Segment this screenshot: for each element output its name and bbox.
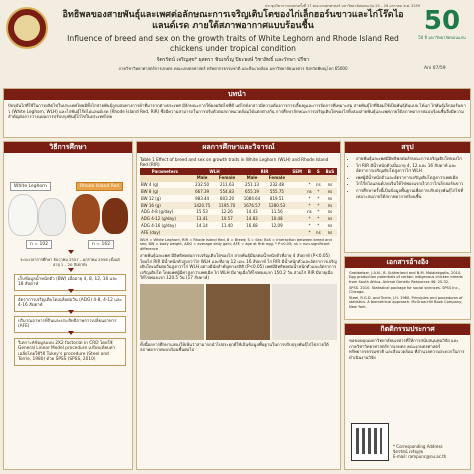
title-english: Influence of breed and sex on the growth traits of White Leghorn and Rhode Island Red chickens under tropical condition — [67, 34, 399, 53]
table-cell: * — [314, 202, 323, 209]
contact-block — [393, 444, 469, 459]
study-period: ระยะเวลาการศึกษา ธันวาคม 2557 – มกราคม 2558 (ตั้งแต่อายุ 1 – 20 สัปดาห์) — [20, 257, 120, 267]
table-subheader-row — [140, 175, 337, 182]
anniversary-text: 50 ปี มหาวิทยาลัยขอนแก่น — [418, 35, 466, 40]
table-cell: ADG 4-16 (g/day) — [140, 222, 190, 229]
table-cell — [264, 229, 289, 236]
table-cell: 232.50 — [190, 182, 215, 189]
methods-heading: วิธีการศึกษา — [4, 142, 132, 153]
table-cell: ns — [305, 188, 314, 195]
table-cell: 15.53 — [190, 209, 215, 216]
red-rooster-image — [102, 198, 128, 234]
table-row — [140, 195, 337, 202]
breed-label-rir: Rhode Island Red — [76, 182, 123, 191]
table-cell — [190, 229, 215, 236]
results-table — [140, 168, 337, 236]
empty-cell — [289, 175, 305, 182]
methods-section — [3, 141, 133, 470]
table-cell: 251.13 — [240, 182, 265, 189]
method-step-afe: ปริมาณอาหารที่กินและประสิทธิภาพการเปลี่ยนอาหาร (AFE) — [14, 316, 126, 333]
table-cell — [289, 209, 305, 216]
authors: จิตรรัตน์ เจริญสุข* ผุสตรา ชินเขร็ญ ปิยะพงษ์ วิชาสิทธิ์ และรักษา ปรีชา — [156, 57, 310, 63]
table-cell — [289, 229, 305, 236]
table-cell: 555.75 — [264, 188, 289, 195]
table-cell — [289, 222, 305, 229]
empty-cell — [305, 175, 314, 182]
table-cell: * — [314, 209, 323, 216]
qr-pattern-icon — [356, 428, 382, 454]
statistical-analysis: วิเคราะห์ข้อมูลแบบ 2X2 factorial in CRD โดยใช้ General Linear Model procedure เปรียบเทียบค่าเฉลี่ยโดยใช้วิธี Tukey's procedure (Steel and Torrie, 1980) ด้วย SPSS (SPSS, 2010) — [14, 338, 126, 366]
anniversary-logo — [418, 8, 466, 48]
table-cell: ns — [323, 222, 337, 229]
seal-emblem-icon — [14, 15, 40, 41]
contact-label: * Corresponding Address — [393, 444, 443, 449]
table-cell: * — [314, 215, 323, 222]
table-header-row — [140, 168, 337, 175]
reference-item: Grobbelaar, J.A.N., B. Sutherland and N.M. Molalakgotla. 2010. Egg production potentials of certain indigenous chicken breeds from South Africa. Animal Genetic Resources 46: 25-32. — [349, 271, 463, 284]
table-cell — [289, 182, 305, 189]
results-tail-text: ทั้งนี้ผลการศึกษาแสดงให้เห็นว่าสามารถนำไปประยุกต์ใช้เป็นข้อมูลพื้นฐานในการปรับปรุงพันธุ์ไก่ไข่ภายใต้สภาพอากาศแบบร้อนชื้นต่อไป — [140, 342, 329, 353]
table-cell: 1280.53 — [264, 202, 289, 209]
table-row — [140, 182, 337, 189]
introduction-heading: บทนำ — [4, 89, 470, 100]
arrow-down-icon — [68, 268, 74, 272]
results-table-body — [140, 182, 337, 236]
col-interaction: BxS — [323, 168, 337, 175]
introduction-text: ปัจจุบันไก่ที่ใช้ในการผลิตไข่ในประเทศไทยมีทั้งไก่สายพันธุ์ลูกผสมทางการค้าที่มาจากต่างประเทศ มีลักษณะการให้ผลผลิตไข่ที่ดี แต่ไก่ดังกล่าวมีความต้องการการเลี้ยงดูและการจัดการที่เหมาะสม สายพันธุ์ไก่ที่นิยมใช้เป็นพันธุ์ต้นแบบ ได้แก่ ไก่พันธุ์เล็กฮอร์นขาว (White Leghorn, WLH) และไก่พันธุ์โร๊ดไอแลนด์เรด (Rhode Island Red, RIR) ซึ่งมีความสามารถในการปรับตัวต่อสภาพแวดล้อมได้แตกต่างกัน การศึกษาลักษณะการเจริญเติบโตของไก่ทั้งสองสายพันธุ์และเพศภายใต้สภาพอากาศแบบร้อนชื้นจึงมีความสำคัญต่อการวางแผนการปรับปรุงพันธุ์ไก่ไข่ในประเทศไทย — [8, 103, 466, 120]
col-parameters: Parameters — [140, 168, 190, 175]
table-cell: 13.41 — [190, 215, 215, 222]
results-section — [136, 141, 341, 470]
table-cell: 12.26 — [215, 209, 240, 216]
table-cell: 12.09 — [264, 222, 289, 229]
col-wlh: WLH — [190, 168, 240, 175]
arrow-down-icon — [68, 310, 74, 314]
poster-code: Ani 07/59 — [424, 66, 446, 71]
table-cell: BW 4 (g) — [140, 182, 190, 189]
results-body — [137, 153, 340, 355]
title-thai: อิทธิพลของสายพันธุ์และเพศต่อลักษณะการเจริญเติบโตของไก่เล็กฮอร์นขาวและไก่โร๊ดไอแลนด์เรด ภายใต้สภาพอากาศแบบร้อนชื้น — [62, 10, 404, 31]
table-row — [140, 188, 337, 195]
table-cell: 11.40 — [215, 222, 240, 229]
table-cell — [289, 215, 305, 222]
conclusion-section — [344, 141, 471, 253]
table-cell: ns — [323, 182, 337, 189]
poster-header — [58, 10, 408, 72]
red-hen-image — [72, 194, 100, 234]
table-cell — [289, 195, 305, 202]
table-cell — [240, 229, 265, 236]
table-cell: 211.63 — [215, 182, 240, 189]
table-caption: Table 1 Effect of breed and sex on growth traits in White Leghorn (WLH) and Rhode Island Red (RIR) — [140, 157, 329, 167]
introduction-section — [3, 88, 471, 138]
table-cell: ns — [305, 209, 314, 216]
sample-size-rir: n = 162 — [88, 240, 114, 249]
col-rir-male: Male — [240, 175, 265, 182]
table-cell: BW 16 (g) — [140, 202, 190, 209]
table-row — [140, 215, 337, 222]
table-cell: * — [314, 188, 323, 195]
table-cell — [289, 202, 305, 209]
table-cell: 1084.64 — [240, 195, 265, 202]
table-row — [140, 222, 337, 229]
reference-item: Steel, R.G.D. and Torrie, J.H. 1980. Principles and procedures of statistics. A biometrical approach. McGraw-Hill Book Company, New York. — [349, 296, 463, 309]
table-cell: 655.19 — [240, 188, 265, 195]
table-cell: BW 12 (g) — [140, 195, 190, 202]
results-discussion: สายพันธุ์และเพศ มีอิทธิพลต่อการเจริญเติบโตของไก่ สายพันธุ์มีผลต่อน้ำหนักตัวที่อายุ 4 สัปดาห์ (P<0.05) โดยไก่ RIR มีน้ำหนักตัวสูงกว่าไก่ WLH และที่อายุ 12 และ 16 สัปดาห์ ไก่ RIR มีน้ำหนักตัวและอัตราการเจริญเติบโตเฉลี่ยต่อวันสูงกว่าไก่ WLH อย่างมีนัยสำคัญทางสถิติ (P<0.05) เพศมีอิทธิพลต่อน้ำหนักตัวและอัตราการเจริญเติบโต โดยเพศผู้มีค่าสูงกว่าเพศเมีย ไก่ WLH มีอายุเมื่อให้ไข่ฟองแรก 150.2 วัน ส่วนไก่ RIR มีอายุเมื่อให้ไข่ฟองแรก 120.5 วัน (17 สัปดาห์) — [140, 253, 337, 281]
table-cell — [289, 188, 305, 195]
table-row — [140, 202, 337, 209]
empty-cell — [323, 175, 337, 182]
conclusion-item: • การศึกษาครั้งนี้เป็นข้อมูลพื้นฐานเพื่อการปรับปรุงพันธุ์ไก่ไข่ที่เหมาะสมภายใต้สภาพอากาศร้อนชื้น — [356, 188, 466, 199]
empty-cell — [314, 175, 323, 182]
table-cell: ADG 4-8 (g/day) — [140, 209, 190, 216]
table-cell: ns — [323, 188, 337, 195]
acknowledgement-heading: กิตติกรรมประกาศ — [345, 324, 470, 335]
col-rir: RIR — [240, 168, 290, 175]
table-cell: 14.14 — [190, 222, 215, 229]
table-cell: 983.44 — [190, 195, 215, 202]
references-heading: เอกสารอ้างอิง — [345, 257, 470, 268]
table-cell: 1195.70 — [215, 202, 240, 209]
col-sem: SEM — [289, 168, 305, 175]
table-cell: 803.20 — [215, 195, 240, 202]
table-cell: 667.39 — [190, 188, 215, 195]
table-footnote: WLH = White Leghorn, RIR = Rhode Island Red, B = Breed; S = Sex; BxS = interaction between breed and sex; BW = body weight, ADG = average daily gain; AFE = age at first egg; * P<0.05; ns = non-significant difference — [140, 237, 332, 251]
reference-item: SPSS. 2010. Statistical package for social sciences. SPSS Inc., Chicago. — [349, 285, 460, 295]
table-cell: ns — [314, 182, 323, 189]
table-cell: 819.51 — [264, 195, 289, 202]
table-cell: 11.56 — [264, 209, 289, 216]
table-cell: * — [305, 222, 314, 229]
red-chickens-photo — [206, 284, 270, 340]
table-cell: * — [314, 222, 323, 229]
table-cell: 1676.57 — [240, 202, 265, 209]
table-cell: * — [305, 215, 314, 222]
conclusion-item: • ไก่โร๊ดไอแลนด์เรดเริ่มให้ไข่ฟองแรกเร็วกว่าไก่เล็กฮอร์นขาว — [356, 181, 466, 187]
table-cell: BW 8 (g) — [140, 188, 190, 195]
table-cell: * — [305, 195, 314, 202]
table-cell: 14.83 — [240, 215, 265, 222]
references-body — [345, 268, 470, 314]
contact-email[interactable]: E-mail: rampunc@nu.ac.th — [393, 454, 447, 459]
table-cell: * — [314, 195, 323, 202]
table-cell: * — [305, 202, 314, 209]
table-cell: 554.83 — [215, 188, 240, 195]
table-cell: ns — [323, 229, 337, 236]
col-sex: S — [314, 168, 323, 175]
chicken-pen-photo — [140, 284, 204, 340]
table-cell: ns — [323, 202, 337, 209]
col-wlh-female: Female — [215, 175, 240, 182]
table-cell: 10.57 — [215, 215, 240, 222]
results-photos — [140, 284, 337, 340]
arrow-down-icon — [68, 250, 74, 254]
empty-cell — [140, 175, 190, 182]
table-cell: 14.43 — [240, 209, 265, 216]
table-cell: 10.48 — [264, 215, 289, 222]
table-cell: AFE (day) — [140, 229, 190, 236]
method-step-adg: อัตราการเจริญเติบโตเฉลี่ยต่อวัน (ADG) 4-8, 4-12 และ 4-16 สัปดาห์ — [14, 295, 126, 312]
anniversary-number: 50 — [423, 6, 461, 36]
table-cell: ns — [323, 209, 337, 216]
table-cell: * — [305, 182, 314, 189]
table-row — [140, 229, 337, 236]
qr-code — [351, 423, 389, 461]
affiliation: ภาควิชาวิทยาศาสตร์การเกษตร คณะเกษตรศาสตร์ ทรัพยากรธรรมชาติ และสิ่งแวดล้อม มหาวิทยาลัยนเรศวร จังหวัดพิษณุโลก 65000 — [118, 66, 348, 71]
conclusion-body — [345, 153, 470, 203]
references-list — [349, 271, 466, 309]
conclusion-heading: สรุป — [345, 142, 470, 153]
conclusion-list — [349, 156, 466, 199]
white-chickens-photo — [272, 284, 337, 340]
conference-note: ประชุมวิชาการเกษตรครั้งที่ 17 คณะเกษตรศาสตร์ มหาวิทยาลัยขอนแก่น 25 – 26 มกราคม พ.ศ. 2559 — [265, 4, 421, 8]
table-cell — [215, 229, 240, 236]
arrow-down-icon — [68, 331, 74, 335]
acknowledgement-text: ขอขอบคุณมหาวิทยาลัยนเรศวรที่ให้การสนับสนุนทุนวิจัย และภาควิชาวิทยาศาสตร์การเกษตร คณะเกษตรศาสตร์ ทรัพยากรธรรมชาติ และสิ่งแวดล้อม ที่อำนวยความสะดวกในการดำเนินงานวิจัย — [349, 338, 465, 360]
table-cell: 16.68 — [240, 222, 265, 229]
acknowledgement-section — [344, 323, 471, 470]
table-cell: ns — [314, 229, 323, 236]
table-row — [140, 209, 337, 216]
table-cell: ADG 4-12 (g/day) — [140, 215, 190, 222]
conclusion-item: • สายพันธุ์และเพศมีอิทธิพลต่อลักษณะการเจริญเติบโตของไก่ — [356, 156, 466, 162]
arrow-down-icon — [68, 289, 74, 293]
table-cell: ns — [323, 215, 337, 222]
results-heading: ผลการศึกษาและวิจารณ์ — [137, 142, 340, 153]
table-cell: ns — [323, 195, 337, 202]
white-hen-image — [8, 194, 38, 236]
sample-size-wlh: n = 102 — [26, 240, 52, 249]
table-cell: 232.48 — [264, 182, 289, 189]
table-cell: * — [305, 229, 314, 236]
col-rir-female: Female — [264, 175, 289, 182]
method-step-body-weight: เก็บข้อมูลน้ำหนักตัว (BW) เมื่ออายุ 4, 8, 12, 16 และ 18 สัปดาห์ — [14, 274, 126, 291]
conclusion-item: • เพศผู้มีน้ำหนักตัวและอัตราการเจริญเติบโตสูงกว่าเพศเมีย — [356, 175, 466, 181]
references-section — [344, 256, 471, 320]
col-wlh-male: Male — [190, 175, 215, 182]
white-rooster-image — [38, 198, 66, 236]
contact-name: จิตรรัตน์ เจริญสุข — [393, 449, 424, 454]
col-breed: B — [305, 168, 314, 175]
conclusion-item: • ไก่ RIR มีน้ำหนักตัวเมื่ออายุ 4, 12 และ 16 สัปดาห์ และอัตราการเจริญเติบโตสูงกว่าไก่ WLH — [356, 163, 466, 174]
breed-label-wlh: White Leghorn — [10, 182, 51, 191]
university-seal-logo — [6, 7, 48, 49]
table-cell: 1420.75 — [190, 202, 215, 209]
